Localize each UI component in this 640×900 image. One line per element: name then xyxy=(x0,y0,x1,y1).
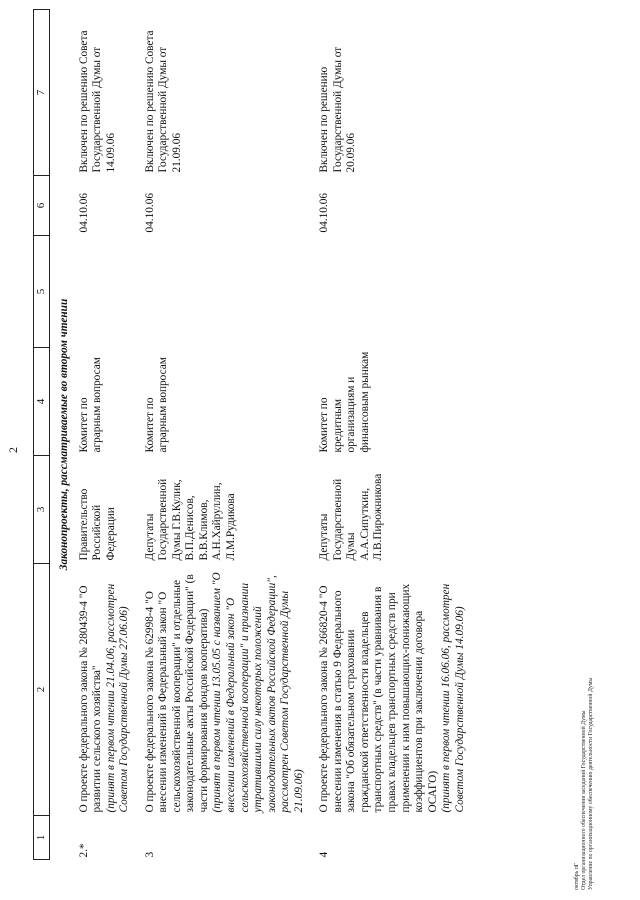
bill-title: О проекте федерального закона № 62998-4 "О внесении изменений в Федеральный закон "О сельскохозяйственной кооперации" и отдельные законодательные акты Российской Федерации" (в части формирования фондов кооператива) xyxy=(143,574,210,813)
bill-cell xyxy=(142,564,317,816)
footer-line-3: Управление по организационному обеспечению деятельности Государственной Думы xyxy=(588,677,595,890)
row-number: 2.* xyxy=(77,843,90,858)
column-header-2: 2 xyxy=(34,564,50,816)
committee-cell: Комитет по кредитным организациям и финансовым рынкам xyxy=(318,351,371,453)
column-5-cell xyxy=(142,236,317,348)
column-5-cell xyxy=(76,236,142,348)
committee-cell: Комитет по аграрным вопросам xyxy=(143,357,170,453)
initiator-cell: Правительство Российской Федерации xyxy=(77,488,117,561)
date-cell: 04.10.06 xyxy=(143,192,156,233)
status-cell: Включен по решению Государственной Думы от 20.09.06 xyxy=(318,46,358,173)
table-row xyxy=(76,10,142,860)
section-title: Законопроекты, рассматриваемые во втором чтении xyxy=(58,298,70,571)
committee-cell: Комитет по аграрным вопросам xyxy=(77,357,104,453)
bill-title: О проекте федерального закона № 280439-4 "О развитии сельского хозяйства" xyxy=(77,585,104,813)
footer-line-1: октябрь пГ xyxy=(574,862,580,890)
initiator-cell: Депутаты Государственной Думы Г.В.Кулик, В.П.Денисов, В.В.Климов, А.Н.Хайруллин, Л.М.Рудикова xyxy=(143,478,238,561)
column-header-6: 6 xyxy=(34,176,50,236)
status-cell: Включен по решению Совета Государственной Думы от 14.09.06 xyxy=(77,30,117,173)
row-number: 3 xyxy=(143,851,156,858)
initiator-cell: Депутаты Государственной Думы А.А.Сипуткин, Л.В.Пирожникова xyxy=(318,473,385,561)
column-header-7: 7 xyxy=(34,10,50,176)
column-header-3: 3 xyxy=(34,456,50,564)
column-number-row xyxy=(34,10,50,860)
row-number: 4 xyxy=(318,851,331,858)
status-cell: Включен по решению Совета Государственной Думы от 21.09.06 xyxy=(143,30,183,173)
agenda-table xyxy=(33,9,477,860)
bill-note: (принят в первом чтении 16.06.06, рассмотрен Советом Государственной Думы 14.09.06) xyxy=(440,583,466,813)
footer-line-2: Отдел организационного обеспечения заседаний Государственной Думы xyxy=(581,710,588,890)
date-cell: 04.10.06 xyxy=(77,192,90,233)
column-5-cell xyxy=(316,236,477,348)
bill-title: О проекте федерального закона № 266820-4 "О внесении изменения в статью 9 Федерального закона "Об обязательном страховании гражданской ответственности владельцев транспортных средств" (в части уравнивания в правах владельцев транспортных средств при применении к ним повышающих-понижающих коэффициентов при заключении договора ОСАГО) xyxy=(318,583,439,813)
bill-note: (принят в первом чтении 13.05.05 с названием "О внесении изменений в Федеральный закон "О сельскохозяйственной кооперации" и признании утратившими силу некоторых положений законодательных актов Российской Федерации", рассмотрен Советом Государственной Думы 21.09.06) xyxy=(211,572,305,813)
date-cell: 04.10.06 xyxy=(318,192,331,233)
column-header-5: 5 xyxy=(34,236,50,348)
footer xyxy=(574,678,596,890)
table-row xyxy=(316,10,477,860)
section-row xyxy=(50,10,76,860)
table-row xyxy=(142,10,317,860)
page-number: 2 xyxy=(6,447,20,453)
bill-note: (принят в первом чтении 21.04.06, рассмотрен Советом Государственной Думы 27.06.06) xyxy=(104,583,131,813)
column-header-4: 4 xyxy=(34,348,50,456)
bill-cell xyxy=(76,564,142,816)
column-header-1: 1 xyxy=(34,816,50,860)
bill-cell xyxy=(316,564,477,816)
